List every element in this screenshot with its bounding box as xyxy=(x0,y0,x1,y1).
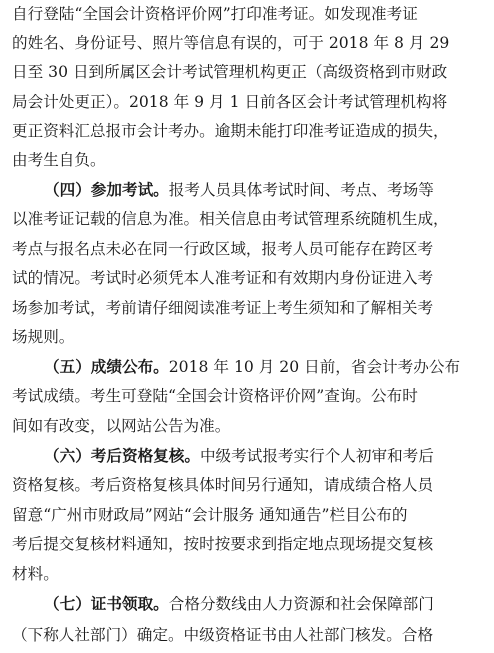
line-text: （下称人社部门）确定。中级资格证书由人社部门核发。合格 xyxy=(12,626,434,644)
section-7-heading-line xyxy=(44,590,484,618)
line-text: 间如有改变，以网站公告为准。 xyxy=(12,417,231,435)
text-line xyxy=(12,205,482,233)
text-line xyxy=(12,58,482,86)
line-text: 日至 30 日到所属区会计考试管理机构更正（高级资格到市财政 xyxy=(12,63,448,81)
section-6-heading-line xyxy=(44,442,484,470)
text-line xyxy=(12,621,482,649)
line-text: 以准考证记载的信息为准。相关信息由考试管理系统随机生成， xyxy=(12,210,449,228)
section-heading: （四）参加考试。 xyxy=(44,180,169,199)
line-text: 考后提交复核材料通知，按时按要求到指定地点现场提交复核 xyxy=(12,535,434,553)
line-text: 考试成绩。考生可登陆“全国会计资格评价网”查询。公布时 xyxy=(12,387,418,405)
text-line xyxy=(12,501,482,529)
text-line xyxy=(12,146,482,174)
text-line xyxy=(12,29,482,57)
text-line xyxy=(12,560,482,588)
line-text: 合格分数线由人力资源和社会保障部门 xyxy=(168,595,434,613)
text-line xyxy=(12,88,482,116)
line-text: 更正资料汇总报市会计考办。逾期未能打印准考证造成的损失， xyxy=(12,122,449,140)
line-text: 2018 年 10 月 20 日前，省会计考办公布 xyxy=(168,358,461,376)
line-text: 材料。 xyxy=(12,565,59,583)
text-line xyxy=(12,0,482,28)
line-text: 自行登陆“全国会计资格评价网”打印准考证。如发现准考证 xyxy=(12,5,418,23)
text-line xyxy=(12,412,482,440)
line-text: 试的情况。考试时必须凭本人准考证和有效期内身份证进入考 xyxy=(12,269,434,287)
text-line xyxy=(12,294,482,322)
section-heading: （七）证书领取。 xyxy=(44,594,169,613)
line-text: 场参加考试，考前请仔细阅读准考证上考生须知和了解相关考 xyxy=(12,299,434,317)
text-line xyxy=(12,117,482,145)
line-text: 报考人员具体考试时间、考点、考场等 xyxy=(168,181,434,199)
line-text: 的姓名、身份证号、照片等信息有误的，可于 2018 年 8 月 29 xyxy=(12,34,450,52)
section-heading: （六）考后资格复核。 xyxy=(44,446,200,465)
line-text: 中级考试报考实行个人初审和考后 xyxy=(199,447,434,465)
line-text: 场规则。 xyxy=(12,328,75,346)
line-text: 留意“广州市财政局”网站“会计服务 通知通告”栏目公布的 xyxy=(12,506,408,524)
text-line xyxy=(12,235,482,263)
section-4-heading-line xyxy=(44,176,484,204)
text-line xyxy=(12,530,482,558)
text-line xyxy=(12,264,482,292)
text-line xyxy=(12,382,482,410)
section-5-heading-line xyxy=(44,353,484,381)
line-text: 由考生自负。 xyxy=(12,151,106,169)
section-heading: （五）成绩公布。 xyxy=(44,357,169,376)
line-text: 资格复核。考后资格复核具体时间另行通知，请成绩合格人员 xyxy=(12,476,434,494)
text-line xyxy=(12,471,482,499)
text-line xyxy=(12,323,482,351)
line-text: 考点与报名点未必在同一行政区域，报考人员可能存在跨区考 xyxy=(12,240,434,258)
line-text: 局会计处更正）。2018 年 9 月 1 日前各区会计考试管理机构将 xyxy=(12,93,448,111)
